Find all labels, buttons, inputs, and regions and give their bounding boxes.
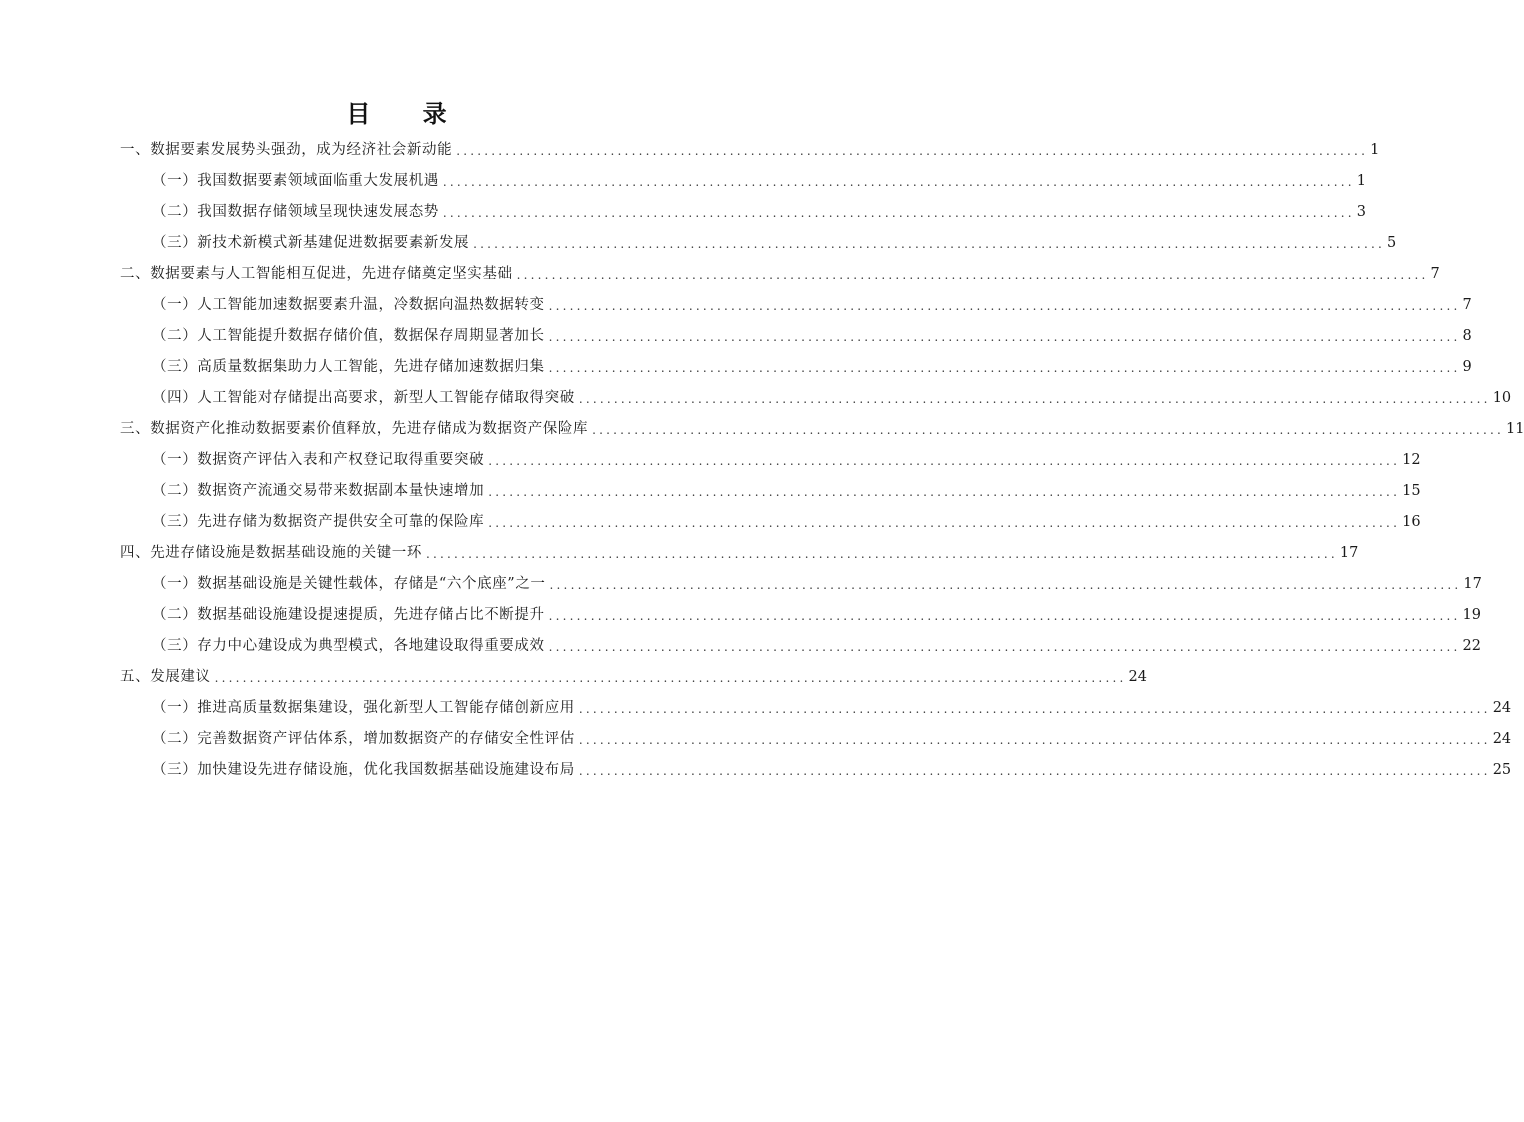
toc-entry-text: （一）数据资产评估入表和产权登记取得重要突破 — [152, 452, 485, 468]
toc-entry[interactable] — [152, 630, 1481, 656]
toc-entry[interactable] — [152, 227, 1397, 253]
toc-entry-text: （二）人工智能提升数据存储价值，数据保存周期显著加长 — [152, 328, 545, 344]
toc-entry-text: （二）完善数据资产评估体系，增加数据资产的存储安全性评估 — [152, 731, 575, 747]
dot-leader: .................................................................................................................................. — [442, 206, 1355, 220]
toc-entry-text: （一）我国数据要素领域面临重大发展机遇 — [152, 173, 439, 189]
dot-leader: .................................................................................................................................. — [442, 175, 1355, 189]
toc-entry-text: （二）数据基础设施建设提速提质，先进存储占比不断提升 — [152, 607, 545, 623]
dot-leader: .................................................................................................................................. — [214, 671, 1127, 685]
dot-leader: .................................................................................................................................. — [548, 640, 1461, 654]
toc-entry[interactable] — [152, 754, 1512, 780]
toc-entry[interactable] — [152, 165, 1367, 191]
toc-entry-text: （一）数据基础设施是关键性载体，存储是“六个底座”之一 — [152, 576, 546, 592]
toc-entry-text: 五、发展建议 — [120, 669, 211, 685]
toc-entry-text: （二）数据资产流通交易带来数据副本量快速增加 — [152, 483, 485, 499]
toc-entry-page: 19 — [1462, 607, 1481, 623]
dot-leader: .................................................................................................................................. — [578, 733, 1491, 747]
toc-entry-text: （二）我国数据存储领域呈现快速发展态势 — [152, 204, 439, 220]
toc-entry-text: 一、数据要素发展势头强劲，成为经济社会新动能 — [120, 142, 453, 158]
toc-entry[interactable] — [152, 568, 1482, 594]
toc-entry-text: （一）推进高质量数据集建设，强化新型人工智能存储创新应用 — [152, 700, 575, 716]
toc-title: 目 录 — [346, 100, 469, 128]
toc-entry-text: （三）存力中心建设成为典型模式，各地建设取得重要成效 — [152, 638, 545, 654]
toc-entry[interactable] — [120, 258, 1440, 284]
dot-leader: .................................................................................................................................. — [488, 516, 1401, 530]
toc-entry-page: 3 — [1356, 204, 1367, 220]
toc-entry-page: 24 — [1492, 731, 1512, 747]
toc-entry-page: 8 — [1462, 328, 1472, 344]
toc-entry[interactable] — [120, 661, 1147, 687]
toc-entry-page: 1 — [1370, 142, 1380, 158]
toc-entry-page: 12 — [1402, 452, 1421, 468]
toc-entry-text: （三）加快建设先进存储设施，优化我国数据基础设施建设布局 — [152, 762, 575, 778]
toc-entry-page: 24 — [1128, 669, 1147, 685]
dot-leader: .................................................................................................................................. — [548, 609, 1461, 623]
toc-entry-text: （三）高质量数据集助力人工智能，先进存储加速数据归集 — [152, 359, 545, 375]
dot-leader: .................................................................................................................................. — [578, 392, 1491, 406]
toc-entry-page: 9 — [1462, 359, 1472, 375]
dot-leader: .................................................................................................................................. — [578, 702, 1491, 716]
toc-entry[interactable] — [152, 599, 1481, 625]
toc-entry-text: （四）人工智能对存储提出高要求，新型人工智能存储取得突破 — [152, 390, 575, 406]
toc-entry-text: 四、先进存储设施是数据基础设施的关键一环 — [120, 545, 422, 561]
toc-entry[interactable] — [152, 475, 1421, 501]
dot-leader: .................................................................................................................................. — [578, 764, 1491, 778]
toc-entry-text: 三、数据资产化推动数据要素价值释放，先进存储成为数据资产保险库 — [120, 421, 589, 437]
toc-entry-page: 10 — [1492, 390, 1512, 406]
toc-entry-page: 22 — [1462, 638, 1481, 654]
toc-entry-text: （一）人工智能加速数据要素升温，冷数据向温热数据转变 — [152, 297, 545, 313]
dot-leader: .................................................................................................................................. — [592, 423, 1504, 437]
toc-entry[interactable] — [152, 506, 1421, 532]
toc-entry[interactable] — [120, 537, 1359, 563]
toc-entry-page: 15 — [1402, 483, 1421, 499]
dot-leader: .................................................................................................................................. — [516, 268, 1429, 282]
dot-leader: .................................................................................................................................. — [426, 547, 1338, 561]
toc-entry-text: 二、数据要素与人工智能相互促进，先进存储奠定坚实基础 — [120, 266, 513, 282]
toc-entry-page: 7 — [1430, 266, 1440, 282]
dot-leader: .................................................................................................................................. — [456, 144, 1369, 158]
dot-leader: .................................................................................................................................. — [548, 299, 1461, 313]
toc-entry[interactable] — [152, 444, 1421, 470]
dot-leader: .................................................................................................................................. — [488, 485, 1401, 499]
dot-leader: .................................................................................................................................. — [488, 454, 1401, 468]
toc-entry[interactable] — [152, 382, 1512, 408]
toc-entry-page: 1 — [1356, 173, 1367, 189]
toc-entry-page: 5 — [1387, 235, 1397, 251]
toc-entry[interactable] — [152, 692, 1512, 718]
dot-leader: .................................................................................................................................. — [549, 578, 1462, 592]
toc-entry[interactable] — [152, 723, 1512, 749]
toc-entry[interactable] — [152, 196, 1367, 222]
dot-leader: .................................................................................................................................. — [473, 237, 1385, 251]
toc-entry-page: 25 — [1492, 762, 1512, 778]
dot-leader: .................................................................................................................................. — [548, 330, 1461, 344]
toc-entry[interactable] — [120, 413, 1524, 439]
toc-entry-page: 24 — [1492, 700, 1512, 716]
toc-entry-page: 17 — [1339, 545, 1359, 561]
toc-entry-page: 11 — [1506, 421, 1524, 437]
toc-entry-text: （三）先进存储为数据资产提供安全可靠的保险库 — [152, 514, 485, 530]
dot-leader: .................................................................................................................................. — [548, 361, 1461, 375]
toc-entry-text: （三）新技术新模式新基建促进数据要素新发展 — [152, 235, 470, 251]
toc-entry[interactable] — [120, 134, 1380, 160]
toc-entry[interactable] — [152, 351, 1472, 377]
toc-entry-page: 7 — [1462, 297, 1472, 313]
toc-entry-page: 17 — [1463, 576, 1482, 592]
toc-entry-page: 16 — [1402, 514, 1421, 530]
toc-entry[interactable] — [152, 289, 1472, 315]
toc-entry[interactable] — [152, 320, 1472, 346]
